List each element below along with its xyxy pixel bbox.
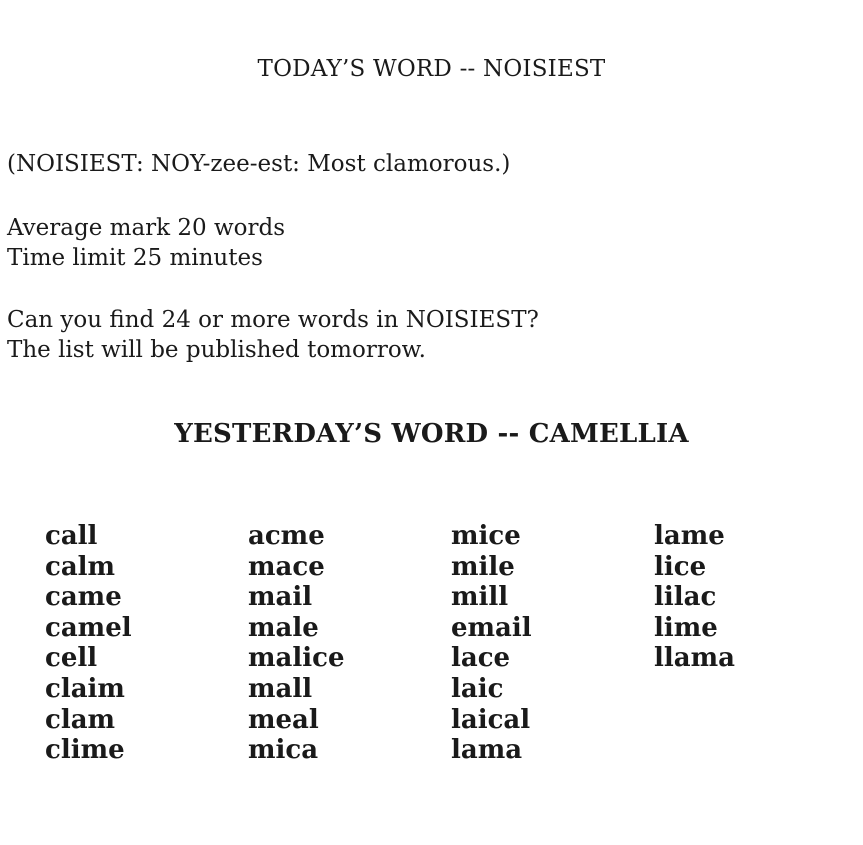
word-definition: (NOISIEST: NOY-zee-est: Most clamorous.) — [7, 151, 511, 177]
word-list-item: male — [248, 612, 319, 643]
word-list-item: camel — [45, 612, 132, 643]
word-list-item: mice — [451, 521, 521, 551]
word-list-item: lace — [451, 643, 511, 674]
word-list-item: acme — [248, 521, 325, 551]
word-list-item: meal — [248, 704, 319, 735]
challenge-text: Can you find 24 or more words in NOISIEST? — [7, 307, 539, 333]
todays-word-heading: TODAY’S WORD -- NOISIEST — [257, 56, 606, 82]
word-list-item: mill — [451, 582, 509, 613]
word-list-item: calm — [45, 551, 116, 582]
word-list-item: lilac — [654, 582, 717, 613]
time-limit-text: Time limit 25 minutes — [7, 245, 263, 271]
word-list-item: malice — [248, 643, 345, 674]
word-list-item: mail — [248, 582, 313, 613]
word-list-item: came — [45, 582, 122, 613]
word-list-item: lama — [451, 735, 523, 766]
word-list-item: mall — [248, 673, 313, 704]
word-list-item: call — [45, 521, 98, 551]
word-list-item: mace — [248, 551, 325, 582]
word-list-column-1 — [45, 521, 132, 766]
word-list-column-2 — [248, 521, 344, 766]
word-list-item: claim — [45, 673, 125, 704]
yesterdays-word-heading: YESTERDAY’S WORD -- CAMELLIA — [174, 419, 689, 449]
word-list-column-3 — [451, 521, 532, 766]
average-mark-text: Average mark 20 words — [7, 215, 286, 241]
word-list-column-4 — [654, 521, 735, 674]
word-list-item: laic — [451, 673, 504, 704]
word-list-item: clam — [45, 704, 116, 735]
word-list-item: clime — [45, 735, 125, 766]
word-list-item: mile — [451, 551, 515, 582]
publish-note-text: The list will be published tomorrow. — [7, 337, 426, 363]
word-list-item: mica — [248, 735, 319, 766]
word-list-item: email — [451, 612, 532, 643]
word-list-item: lame — [654, 521, 725, 551]
word-list-item: llama — [654, 643, 735, 674]
word-list-item: lice — [654, 551, 707, 582]
word-list-item: laical — [451, 704, 531, 735]
word-list-item: lime — [654, 612, 718, 643]
word-list-item: cell — [45, 643, 98, 674]
